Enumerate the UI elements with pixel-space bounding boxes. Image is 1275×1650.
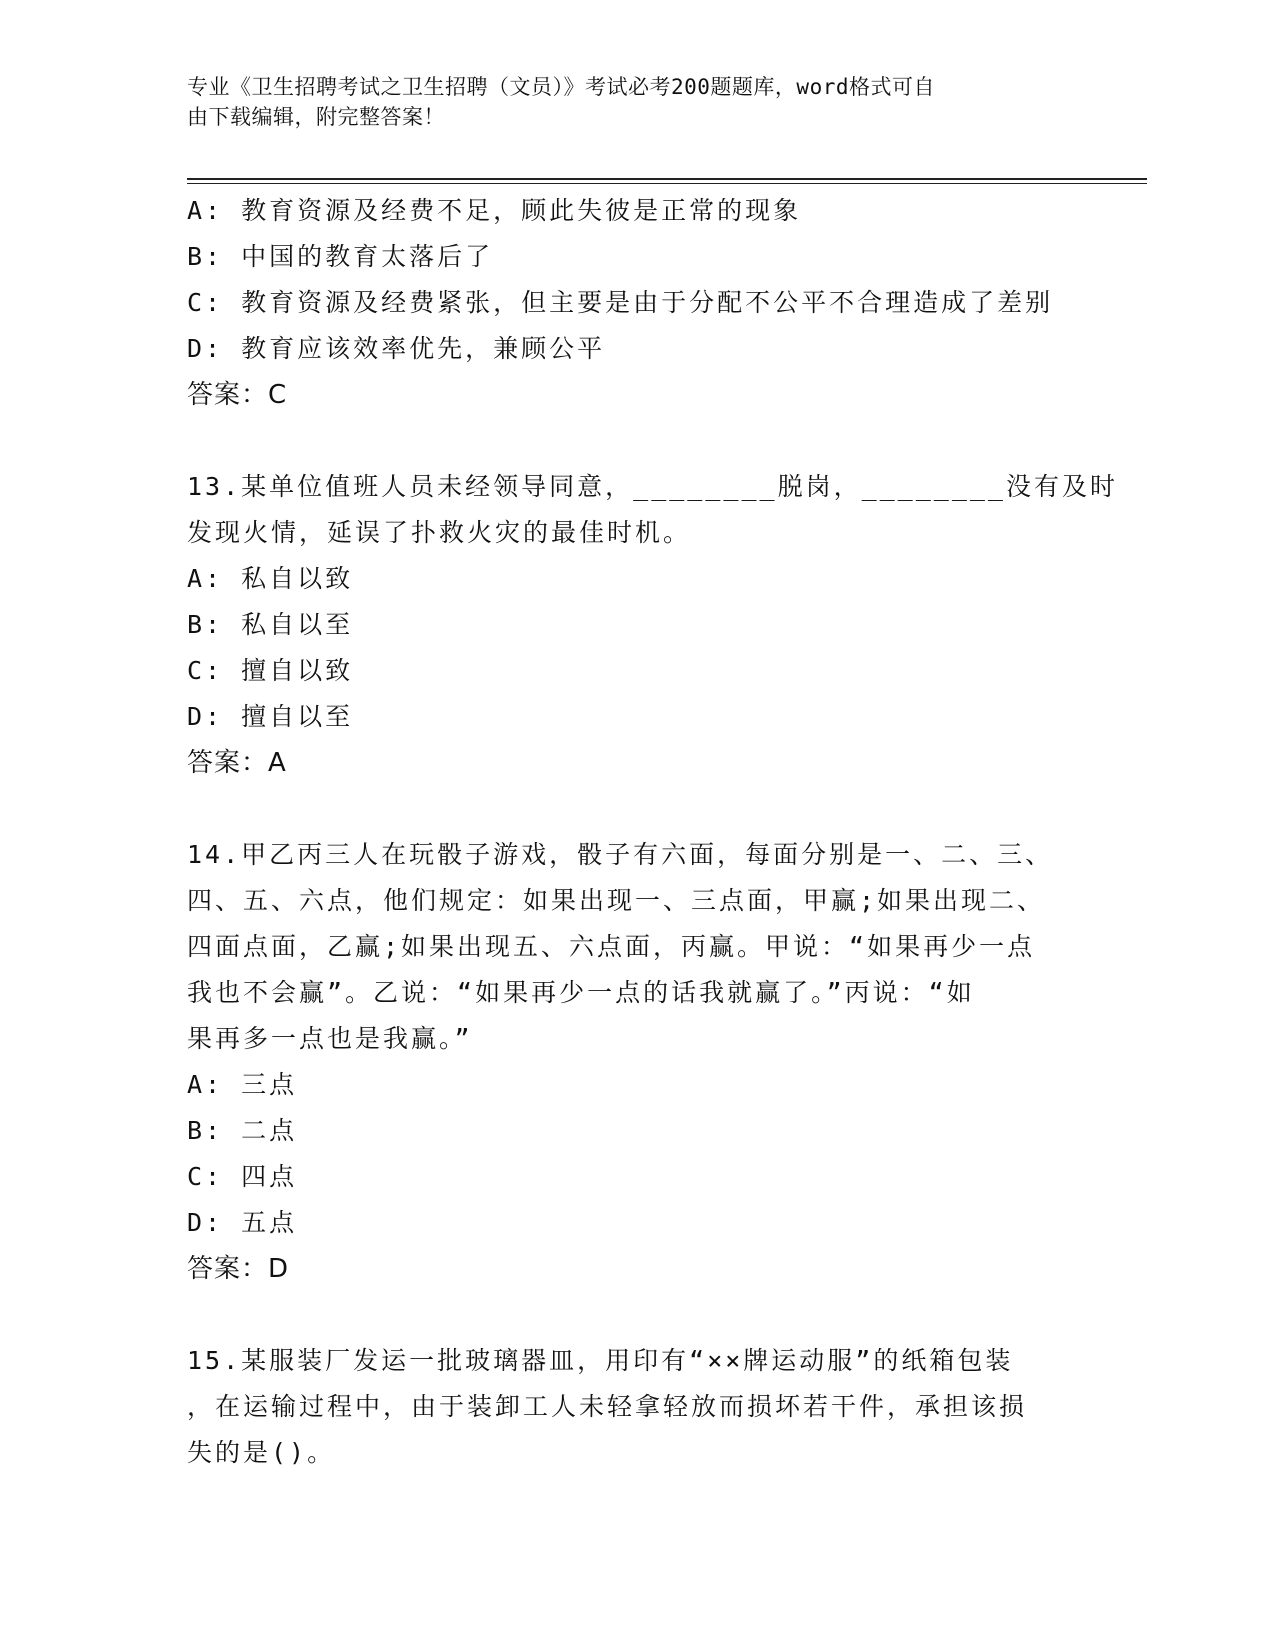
option-c: C: 教育资源及经费紧张，但主要是由于分配不公平不合理造成了差别: [187, 288, 1054, 317]
header-rule-thick: [187, 178, 1147, 180]
question-text-line: 14.甲乙丙三人在玩骰子游戏，骰子有六面，每面分别是一、二、三、: [187, 840, 1054, 869]
option-b: B: 私自以至: [187, 610, 354, 639]
question-text-line: 发现火情，延误了扑救火灾的最佳时机。: [187, 518, 692, 547]
header-line-1: 专业《卫生招聘考试之卫生招聘（文员）》考试必考200题题库，word格式可自: [187, 75, 935, 99]
question-text-line: 四面点面，乙赢;如果出现五、六点面，丙赢。甲说：“如果再少一点: [187, 932, 1036, 961]
option-a: A: 教育资源及经费不足，顾此失彼是正常的现象: [187, 196, 802, 225]
option-a: A: 私自以致: [187, 564, 354, 593]
header-rule-thin: [187, 183, 1147, 184]
question-text-line: 四、五、六点，他们规定：如果出现一、三点面，甲赢;如果出现二、: [187, 886, 1046, 915]
question-14: [187, 832, 1087, 1292]
answer-line: 答案：D: [187, 1254, 290, 1284]
question-text-line: 果再多一点也是我赢。”: [187, 1024, 473, 1053]
option-a: A: 三点: [187, 1070, 298, 1099]
header-line-2: 由下载编辑，附完整答案！: [187, 105, 445, 129]
answer-line: 答案：C: [187, 380, 288, 410]
option-d: D: 五点: [187, 1208, 298, 1237]
question-12-continued: [187, 188, 1087, 418]
document-body: [187, 188, 1118, 1476]
question-text-line: 我也不会赢”。乙说：“如果再少一点的话我就赢了。”丙说：“如: [187, 978, 975, 1007]
question-15: [187, 1338, 1087, 1476]
question-13: [187, 464, 1118, 786]
question-text-line: 13.某单位值班人员未经领导同意，________脱岗，________没有及时: [187, 472, 1118, 501]
answer-line: 答案：A: [187, 748, 287, 778]
option-b: B: 二点: [187, 1116, 298, 1145]
document-header: [187, 72, 1067, 132]
option-b: B: 中国的教育太落后了: [187, 242, 494, 271]
question-text-line: ，在运输过程中，由于装卸工人未轻拿轻放而损坏若干件，承担该损: [187, 1392, 1028, 1421]
option-c: C: 擅自以致: [187, 656, 354, 685]
question-text-line: 失的是()。: [187, 1438, 336, 1467]
question-text-line: 15.某服装厂发运一批玻璃器皿，用印有“××牌运动服”的纸箱包装: [187, 1346, 1014, 1375]
option-c: C: 四点: [187, 1162, 298, 1191]
option-d: D: 教育应该效率优先，兼顾公平: [187, 334, 606, 363]
option-d: D: 擅自以至: [187, 702, 354, 731]
